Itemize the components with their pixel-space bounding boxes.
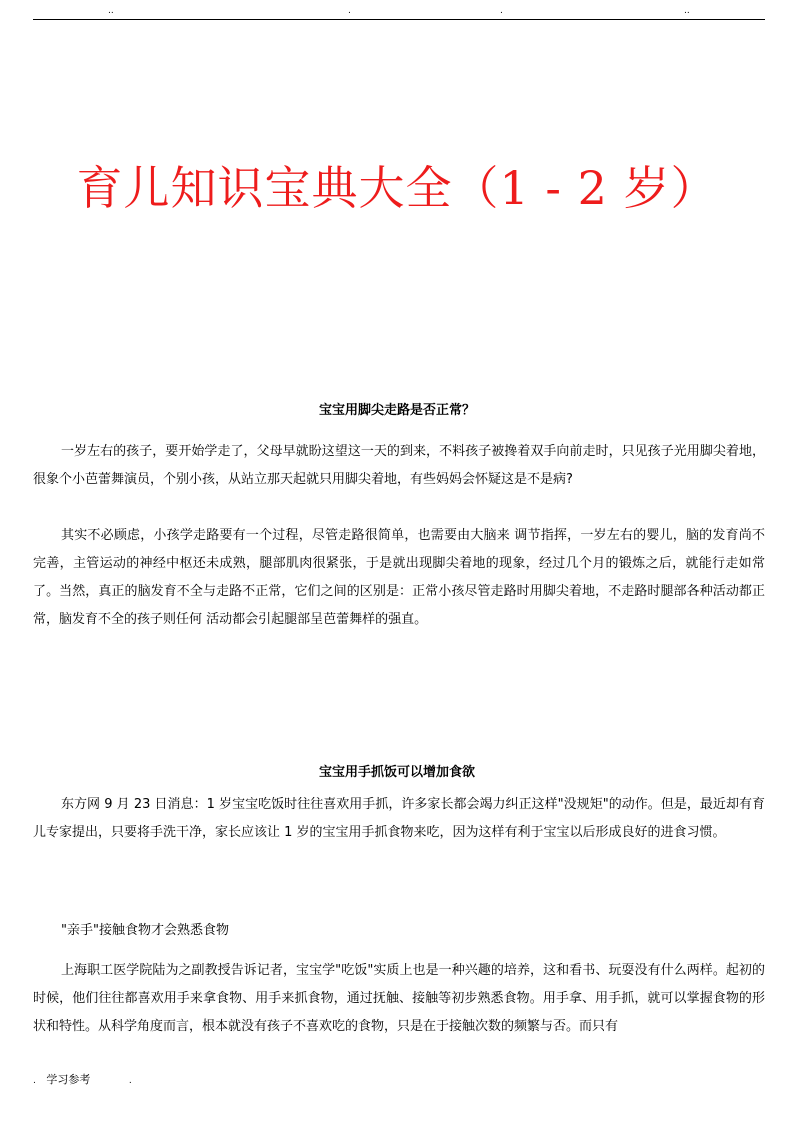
paragraph: 上海职工医学院陆为之副教授告诉记者，宝宝学"吃饭"实质上也是一种兴趣的培养，这和看书、玩耍没有什么两样。起初的时候，他们往往都喜欢用手来拿食物、用手来抓食物，通过抚触、接触等初步熟悉食物。用手拿、用手抓，就可以掌握食物的形状和特性。从科学角度而言，根本就没有孩子不喜欢吃的食物，只是在于接触次数的频繁与否。而只有 bbox=[33, 963, 765, 1034]
footer-dot: . bbox=[33, 1076, 36, 1086]
footer-dot: . bbox=[128, 1076, 132, 1086]
paragraph: 东方网 9 月 23 日消息：1 岁宝宝吃饭时往往喜欢用手抓，许多家长都会竭力纠正这样"没规矩"的动作。但是，最近却有育儿专家提出，只要将手洗干净，家长应该让 1 岁的宝宝用手抓食物来吃，因为这样有利于宝宝以后形成良好的进食习惯。 bbox=[33, 797, 765, 840]
document-title: 育儿知识宝典大全（1 - 2 岁） bbox=[76, 161, 718, 215]
page-header bbox=[0, 6, 794, 20]
paragraph: "亲手"接触食物才会熟悉食物 bbox=[61, 923, 229, 938]
paragraph: 其实不必顾虑，小孩学走路要有一个过程，尽管走路很简单，也需要由大脑来 调节指挥，一岁左右的婴儿，脑的发育尚不完善，主管运动的神经中枢还未成熟，腿部肌肉很紧张，于是就出现脚尖着地的现象，经过几个月的锻炼之后，就能行走如常了。当然，真正的脑发育不全与走路不正常，它们之间的区别是：正常小孩尽管走路时用脚尖着地，不走路时腿部各种活动都正常，脑发育不全的孩子则任何 活动都会引起腿部呈芭蕾舞样的强直。 bbox=[33, 528, 765, 627]
footer-label: 学习参考 bbox=[46, 1073, 91, 1086]
paragraph: 一岁左右的孩子，要开始学走了，父母早就盼这望这一天的到来，不料孩子被搀着双手向前走时，只见孩子光用脚尖着地，很象个小芭蕾舞演员，个别小孩，从站立那天起就只用脚尖着地，有些妈妈会怀疑这是不是病? bbox=[33, 444, 765, 487]
header-dot: . bbox=[348, 6, 351, 16]
header-rule bbox=[33, 19, 765, 20]
page-footer bbox=[33, 1073, 132, 1088]
header-dot: .. bbox=[108, 6, 114, 16]
header-dot: . bbox=[500, 6, 503, 16]
header-dot: .. bbox=[684, 6, 690, 16]
section-heading: 宝宝用手抓饭可以增加食欲 bbox=[318, 765, 475, 780]
section-heading: 宝宝用脚尖走路是否正常？ bbox=[318, 403, 475, 418]
